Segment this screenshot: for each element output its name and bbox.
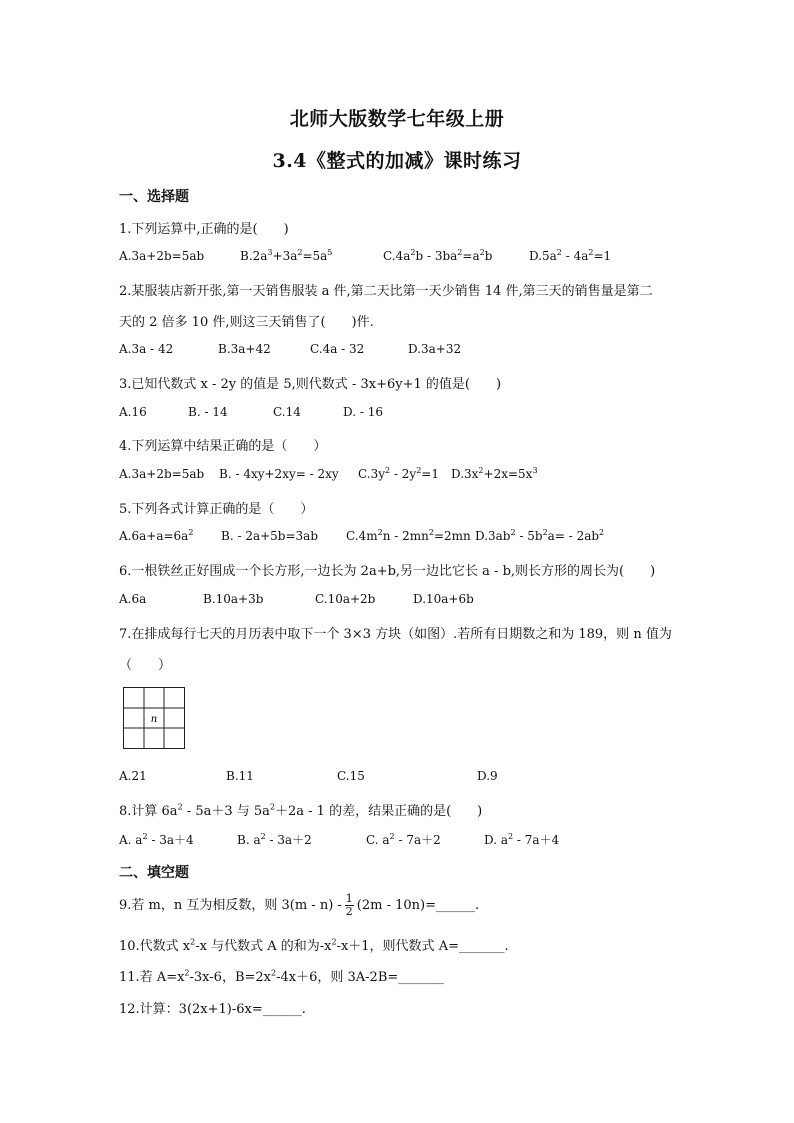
question-2-option-a: A.3a - 42 — [119, 342, 174, 356]
question-2-option-b: B.3a+42 — [218, 342, 271, 356]
question-7-option-a: A.21 — [119, 769, 147, 783]
question-6-option-c: C.10a+2b — [315, 592, 376, 606]
question-3-option-d: D. - 16 — [343, 405, 383, 419]
question-6-stem: 6.一根铁丝正好围成一个长方形,一边长为 2a+b,另一边比它长 a - b,则长方形的周长为( ) — [119, 564, 656, 579]
question-4-option-a: A.3a+2b=5ab — [119, 467, 205, 481]
question-7-option-d: D.9 — [477, 769, 498, 783]
question-7-stem-line-2: （ ） — [119, 658, 172, 673]
question-2-option-c: C.4a - 32 — [310, 342, 365, 356]
fraction: $\frac{1}{2}$ — [345, 892, 353, 918]
question-3-option-b: B. - 14 — [188, 405, 228, 419]
section-heading-choice: 一、选择题 — [119, 189, 189, 205]
question-5-option-d: $D.3ab^2 - 5b^2a= - 2ab^2$ — [475, 528, 605, 543]
question-8-option-a: A. $a^2 - 3a+4$ — [119, 832, 194, 847]
question-11: 11.若 $A=x^2-3x-6$，$B=2x^2-4x+6$，则 3A-2B=_______ — [119, 968, 444, 985]
question-5-option-b: B. - 2a+5b=3ab — [221, 529, 319, 543]
question-2-option-d: D.3a+32 — [408, 342, 462, 356]
question-7-option-c: C.15 — [337, 769, 365, 783]
document-subtitle: 3.4《整式的加减》课时练习 — [272, 150, 522, 172]
calendar-3x3-grid-figure — [123, 687, 185, 749]
question-3-option-c: C.14 — [273, 405, 301, 419]
question-8-option-d: D. $a^2 - 7a+4$ — [484, 832, 560, 847]
grid-center-label: n — [150, 714, 158, 725]
question-3-option-a: A.16 — [119, 405, 147, 419]
question-6-option-a: A.6a — [119, 592, 147, 606]
question-5-stem: 5.下列各式计算正确的是（ ） — [119, 502, 314, 517]
question-1-option-b: $B.2a^3+3a^2=5a^5$ — [240, 248, 333, 263]
question-4-option-b: B. - 4xy+2xy= - 2xy — [219, 467, 339, 481]
question-6-option-b: B.10a+3b — [203, 592, 264, 606]
question-10: 10.代数式 $x^2-x$ 与代数式 A 的和为$-x^2-x+1$，则代数式 A=_______. — [119, 937, 509, 954]
question-3-stem: 3.已知代数式 x - 2y 的值是 5,则代数式 - 3x+6y+1 的值是( ) — [119, 377, 502, 392]
question-8-option-c: C. $a^2 - 7a+2$ — [366, 832, 441, 847]
question-4-option-c: $C.3y^2 - 2y^2=1$ — [358, 466, 439, 481]
question-1-stem: 1.下列运算中,正确的是( ) — [119, 222, 289, 237]
question-1-option-d: $D.5a^2 - 4a^2=1$ — [529, 248, 612, 263]
question-5-option-c: $C.4m^2n - 2mn^2=2mn$ — [346, 528, 471, 543]
question-2-stem-line-2: 天的 2 倍多 10 件,则这三天销售了( )件. — [119, 315, 374, 330]
question-5-option-a: $A.6a+a=6a^2$ — [119, 528, 194, 543]
question-8-option-b: B. $a^2 - 3a+2$ — [237, 832, 312, 847]
question-4-option-d: $D.3x^2+2x=5x^3$ — [451, 466, 538, 481]
question-7-stem-line-1: 7.在排成每行七天的月历表中取下一个 3×3 方块（如图）.若所有日期数之和为 189，则 n 值为 — [119, 627, 672, 642]
question-7-option-b: B.11 — [226, 769, 254, 783]
question-4-stem: 4.下列运算中结果正确的是（ ） — [119, 439, 327, 454]
question-2-stem-line-1: 2.某服装店新开张,第一天销售服装 a 件,第二天比第一天少销售 14 件,第三天的销售量是第二 — [119, 284, 653, 299]
question-8-stem: 8.计算 $6a^2 - 5a+3$ 与 $5a^2+2a - 1$ 的差，结果正确的是( ) — [119, 802, 483, 819]
question-1-option-a: A.3a+2b=5ab — [119, 249, 205, 263]
question-12: 12.计算：3(2x+1)-6x=______. — [119, 1002, 306, 1017]
section-heading-fill-in: 二、填空题 — [119, 865, 189, 881]
question-9: 9.若 m，n 互为相反数，则 3(m - n) - $\frac{1}{2}$ (2m - 10n)=______. — [119, 892, 480, 918]
question-6-option-d: D.10a+6b — [413, 592, 474, 606]
question-1-option-c: $C.4a^2b - 3ba^2=a^2b$ — [383, 248, 493, 263]
document-title: 北师大版数学七年级上册 — [289, 108, 505, 130]
